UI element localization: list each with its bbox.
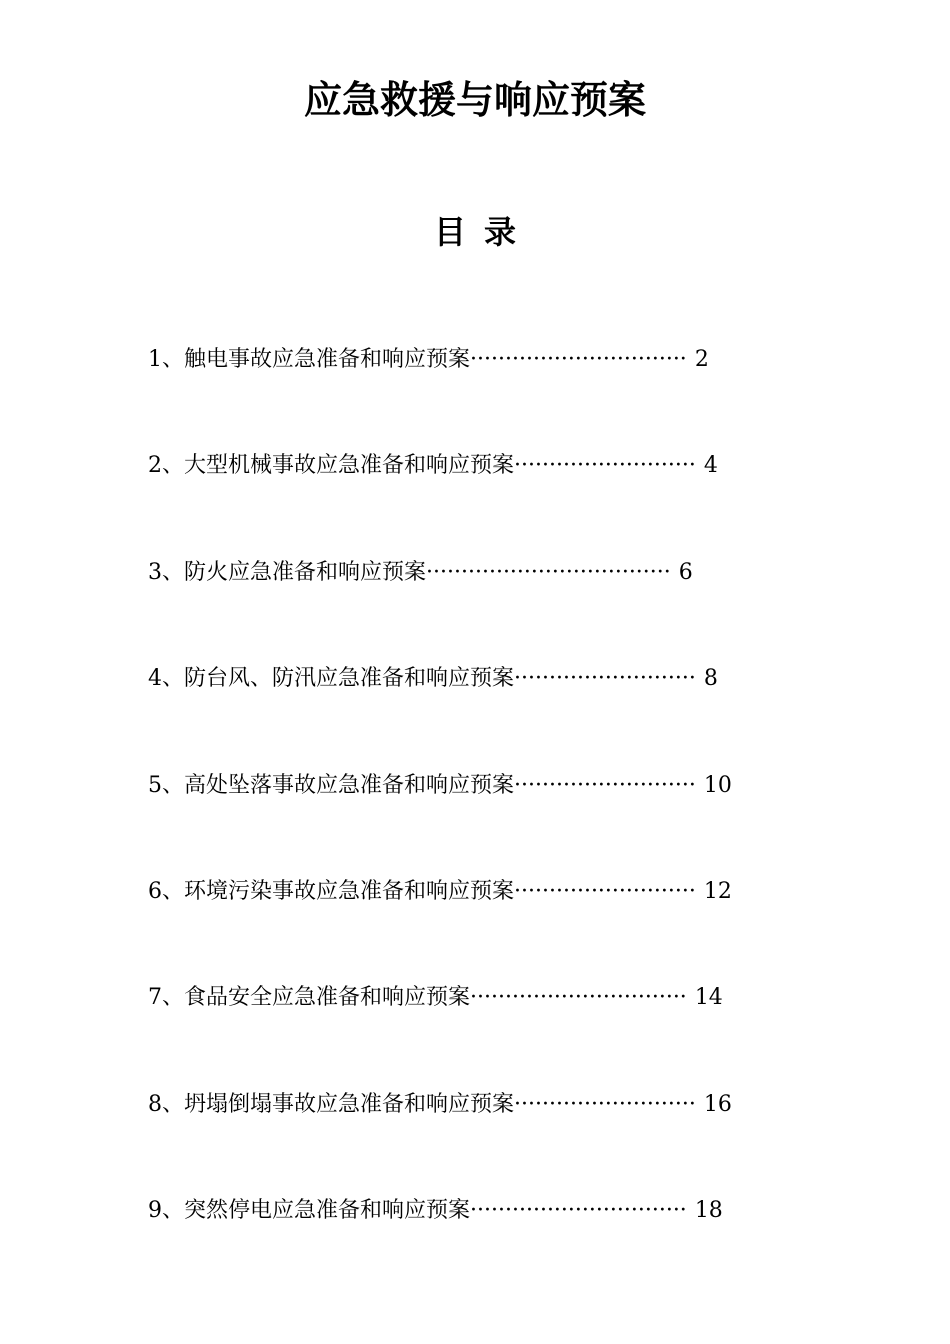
toc-entry-number: 3、 <box>148 559 184 585</box>
toc-entry-page: 2 <box>694 347 709 372</box>
toc-entry-leader: ·························· <box>514 453 696 479</box>
toc-entry-page: 8 <box>703 666 718 692</box>
toc-entry-title: 大型机械事故应急准备和响应预案 <box>184 453 515 479</box>
toc-entry[interactable] <box>148 657 848 763</box>
toc-entry-page: 18 <box>694 1198 723 1224</box>
toc-entry-leader: ·························· <box>514 666 696 692</box>
toc-entry-leader: ·························· <box>514 1091 696 1117</box>
toc-entry-title: 防台风、防汛应急准备和响应预案 <box>184 666 515 692</box>
toc-entry-title: 触电事故应急准备和响应预案 <box>184 347 471 372</box>
toc-entry[interactable] <box>148 1189 848 1295</box>
toc-entry-number: 4、 <box>148 666 184 692</box>
toc-entry-number: 2、 <box>148 453 184 479</box>
toc-entry[interactable] <box>148 976 848 1082</box>
toc-heading <box>0 208 950 256</box>
toc-entry-leader: ·························· <box>514 772 696 798</box>
toc-entry-number: 1、 <box>148 347 184 372</box>
toc-heading-char: 录 <box>484 213 517 251</box>
toc-entry[interactable] <box>148 338 848 444</box>
toc-entry[interactable] <box>148 764 848 870</box>
toc-entry[interactable] <box>148 1083 848 1189</box>
toc-entry-title: 食品安全应急准备和响应预案 <box>184 985 471 1011</box>
toc-entry-leader: ··································· <box>426 559 671 585</box>
toc-entry-leader: ······························· <box>470 347 687 372</box>
toc-list <box>148 338 848 1296</box>
toc-entry-number: 8、 <box>148 1091 184 1117</box>
toc-entry-number: 5、 <box>148 772 184 798</box>
toc-entry-leader: ·························· <box>514 878 696 904</box>
toc-entry[interactable] <box>148 870 848 976</box>
toc-heading-char: 目 <box>433 213 466 251</box>
toc-entry-title: 高处坠落事故应急准备和响应预案 <box>184 772 515 798</box>
toc-entry[interactable] <box>148 444 848 550</box>
toc-entry-number: 7、 <box>148 985 184 1011</box>
toc-entry-page: 14 <box>694 985 723 1011</box>
toc-entry[interactable] <box>148 551 848 657</box>
toc-entry-number: 9、 <box>148 1198 184 1224</box>
toc-entry-page: 10 <box>703 772 732 798</box>
toc-entry-page: 12 <box>703 878 732 904</box>
toc-entry-page: 6 <box>678 559 693 585</box>
toc-entry-leader: ······························· <box>470 985 687 1011</box>
toc-entry-number: 6、 <box>148 878 184 904</box>
toc-entry-page: 16 <box>703 1091 732 1117</box>
toc-entry-page: 4 <box>703 453 718 479</box>
document-title: 应急救援与响应预案 <box>303 77 646 122</box>
toc-entry-title: 突然停电应急准备和响应预案 <box>184 1198 471 1224</box>
toc-entry-title: 防火应急准备和响应预案 <box>184 559 427 585</box>
toc-entry-leader: ······························· <box>470 1198 687 1224</box>
toc-entry-title: 坍塌倒塌事故应急准备和响应预案 <box>184 1091 515 1117</box>
toc-entry-title: 环境污染事故应急准备和响应预案 <box>184 878 515 904</box>
